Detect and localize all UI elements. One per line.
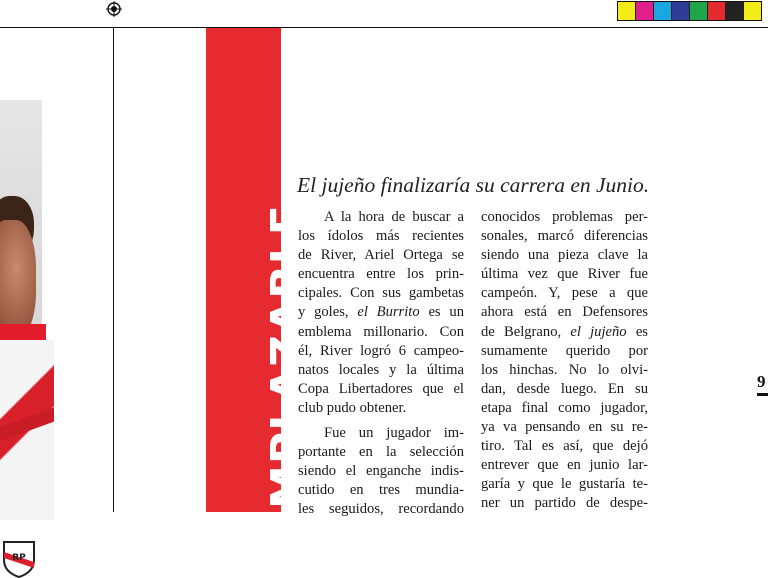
page-gutter-line <box>113 28 114 512</box>
color-calibration-bar <box>617 1 762 21</box>
crop-line <box>0 27 768 28</box>
text-line: cutido en tres mundia- <box>298 482 464 499</box>
color-swatch <box>672 2 690 20</box>
band-title: EMPLAZABLE <box>262 204 313 540</box>
page-number: 9 <box>757 372 766 391</box>
color-swatch <box>654 2 672 20</box>
color-swatch <box>690 2 708 20</box>
text-line: emblema millonario. Con <box>298 323 464 340</box>
text-line: campeón. Y, pese a que <box>481 285 648 302</box>
river-plate-crest-icon <box>0 538 38 578</box>
article-headline: El jujeño finalizaría su carrera en Junio. <box>297 173 650 197</box>
text-line: encuentra entre los prin- <box>298 266 464 283</box>
text-line: sonales, marcó diferencias <box>481 228 648 245</box>
color-swatch <box>708 2 726 20</box>
text-line: Copa Libertadores que el <box>298 380 464 397</box>
text-line: etapa final como jugador, <box>481 399 648 416</box>
text-line: A la hora de buscar a <box>324 209 464 225</box>
text-line: de Belgrano, el jujeño es <box>481 323 648 340</box>
article-column-2 <box>481 208 648 514</box>
text-line: de River, Ariel Ortega se <box>298 247 464 264</box>
text-line: Fue un jugador im- <box>324 425 464 442</box>
text-line: siendo el enganche indis- <box>298 463 464 480</box>
color-swatch <box>618 2 636 20</box>
text-line: les seguidos, recordando <box>298 501 464 518</box>
text-line: natos locales y la última <box>298 361 464 378</box>
photo-face <box>0 220 36 340</box>
player-photo <box>0 100 42 563</box>
text-line: tiro. Tal es así, que dejó <box>481 438 648 455</box>
red-title-band <box>206 28 313 540</box>
text-line: cipales. Con sus gambetas <box>298 285 464 302</box>
text-line: conocidos problemas per- <box>481 209 648 225</box>
text-line: ner un partido de despe- <box>481 495 648 512</box>
text-line: dan, desde luego. En su <box>481 380 648 397</box>
text-line: los ídolos más recientes <box>298 228 464 245</box>
photo-shirt-stripe <box>0 400 54 450</box>
text-line: sumamente querido por <box>481 342 648 359</box>
text-line: club pudo obtener. <box>298 399 407 416</box>
article-column-1 <box>298 208 464 520</box>
color-swatch <box>636 2 654 20</box>
svg-text:RP: RP <box>12 553 26 563</box>
text-line: él, River logró 6 campeo- <box>298 342 464 359</box>
registration-mark-icon <box>106 1 122 17</box>
text-line: última vez que River fue <box>481 266 648 283</box>
text-line: y goles, el Burrito es un <box>298 304 464 321</box>
color-swatch <box>726 2 744 20</box>
text-line: siendo una pieza clave la <box>481 247 648 264</box>
text-line: entrever que en junio lar- <box>481 457 648 474</box>
text-line: garía y que le gustaría te- <box>481 476 648 493</box>
text-line: portante en la selección <box>298 444 464 461</box>
color-swatch <box>744 2 761 20</box>
page-number-rule <box>757 393 768 396</box>
text-line: los hinchas. No lo olvi- <box>481 361 648 378</box>
text-line: ya va pensando en su re- <box>481 419 648 436</box>
text-line: ahora está en Defensores <box>481 304 648 321</box>
